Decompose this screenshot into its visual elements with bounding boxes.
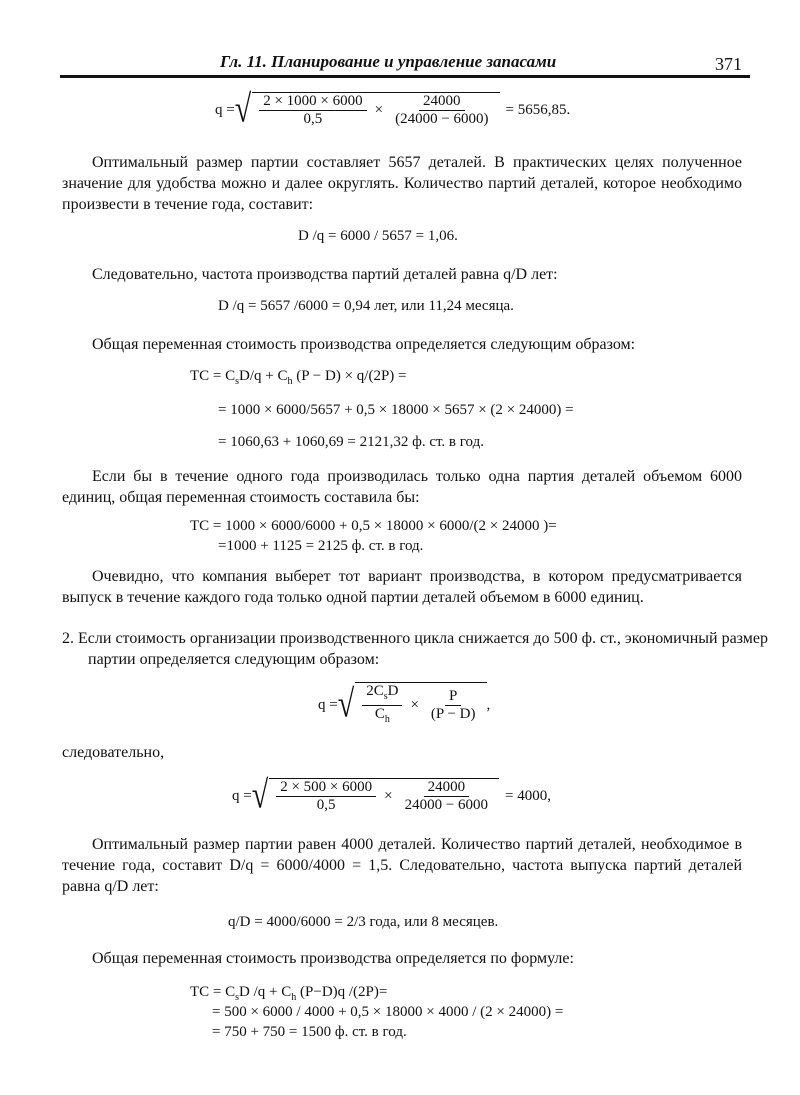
formula-tc-result: = 1060,63 + 1060,69 = 2121,32 ф. ст. в год.	[218, 434, 484, 450]
radical-sign-icon: √	[234, 87, 252, 131]
fraction: $\frac{2 \times 500 \times 6000}{0,5}$	[276, 779, 376, 814]
formula-tc-general: TC = $C_sD/q + C_h$ (P − D) × q/(2P) =	[190, 368, 407, 387]
square-root: √ $\frac{2 \times 500 \times 6000}{0,5}$ × $\frac{24000}{24000 - 6000}$	[252, 778, 499, 814]
formula-tc-general-2: TC = $C_sD$ $/q + C_h$ (P−D)q /(2P)=	[190, 984, 388, 1003]
numbered-item	[62, 628, 768, 670]
fraction: $\frac{P}{(P - D)}$	[430, 688, 476, 722]
formula-frequency: D /q = 5657 /6000 = 0,94 лет, или 11,24 месяца.	[218, 298, 514, 314]
radical-sign-icon: √	[251, 773, 269, 817]
formula-tc-single-result: =1000 + 1125 = 2125 ф. ст. в год.	[218, 538, 424, 554]
header-rule	[60, 75, 750, 78]
formula-tc-substituted: = 1000 × 6000/5657 + 0,5 × 18000 × 5657 × (2 × 24000) =	[218, 402, 574, 418]
item-number: 2.	[62, 630, 74, 647]
page-number: 371	[715, 54, 742, 74]
formula-tc-single-batch: TC = 1000 × 6000/6000 + 0,5 × 18000 × 6000/(2 × 24000 )=	[190, 518, 557, 534]
formula-d-over-q: D /q = 6000 / 5657 = 1,06.	[298, 228, 458, 244]
fraction: $\frac{2 \times 1000 \times 6000}{0,5}$	[259, 93, 366, 128]
square-root: √ $\frac{2 \times 1000 \times 6000}{0,5}$ × $\frac{24000}{(24000 - 6000)}$	[235, 92, 500, 128]
paragraph: Следовательно, частота производства партий деталей равна q/D лет:	[92, 266, 558, 283]
fraction: $\frac{24000}{24000 - 6000}$	[404, 779, 489, 813]
paragraph: Очевидно, что компания выберет тот вариант производства, в котором предусматривается выпуск в течение каждого года только одной партии деталей объемом в 6000 единиц.	[62, 568, 742, 606]
radical-sign-icon: √	[337, 682, 355, 726]
chapter-title: Гл. 11. Планирование и управление запасами	[220, 52, 557, 71]
paragraph: следовательно,	[62, 744, 165, 761]
paragraph: Если бы в течение одного года производилась только одна партия деталей объемом 6000 единиц, общая переменная стоимость составила бы:	[62, 468, 742, 506]
fraction: $\frac{24000}{(24000 - 6000)}$	[395, 93, 489, 127]
formula-q-reduced: q = √ $\frac{2 \times 500 \times 6000}{0,5}$ × $\frac{24000}{24000 - 6000}$ = 4000,	[232, 773, 552, 817]
paragraph: Общая переменная стоимость производства определяется следующим образом:	[92, 336, 636, 353]
formula-tc-result-2: = 750 + 750 = 1500 ф. ст. в год.	[212, 1024, 407, 1040]
square-root: √ $\frac{2C_sD}{C_h}$ × $\frac{P}{(P - D)}$	[338, 682, 487, 728]
paragraph: Общая переменная стоимость производства определяется по формуле:	[92, 950, 574, 967]
formula-q-over-d: q/D = 4000/6000 = 2/3 года, или 8 месяцев.	[228, 914, 499, 930]
page-header	[60, 48, 750, 78]
formula-q-general: q = √ $\frac{2C_sD}{C_h}$ × $\frac{P}{(P - D)}$ ,	[318, 682, 490, 728]
formula-tc-substituted-2: = 500 × 6000 / 4000 + 0,5 × 18000 × 4000 / (2 × 24000) =	[212, 1004, 564, 1020]
paragraph: Оптимальный размер партии составляет 5657 деталей. В практических целях полученное значение для удобства можно и далее округлять. Количество партий деталей, которое необходимо произвести в течение года, составит:	[62, 154, 742, 213]
formula-q-initial: q = √ $\frac{2 \times 1000 \times 6000}{0,5}$ × $\frac{24000}{(24000 - 6000)}$ = 5656,85.	[215, 87, 571, 131]
item-text: Если стоимость организации производственного цикла снижается до 500 ф. ст., экономичный размер партии определяется следующим образом:	[78, 630, 769, 668]
fraction: $\frac{2C_sD}{C_h}$	[362, 683, 402, 728]
paragraph: Оптимальный размер партии равен 4000 деталей. Количество партий деталей, необходимое в течение года, составит D/q = 6000/4000 = 1,5. Следовательно, частота выпуска партий деталей равна q/D лет:	[62, 836, 742, 895]
